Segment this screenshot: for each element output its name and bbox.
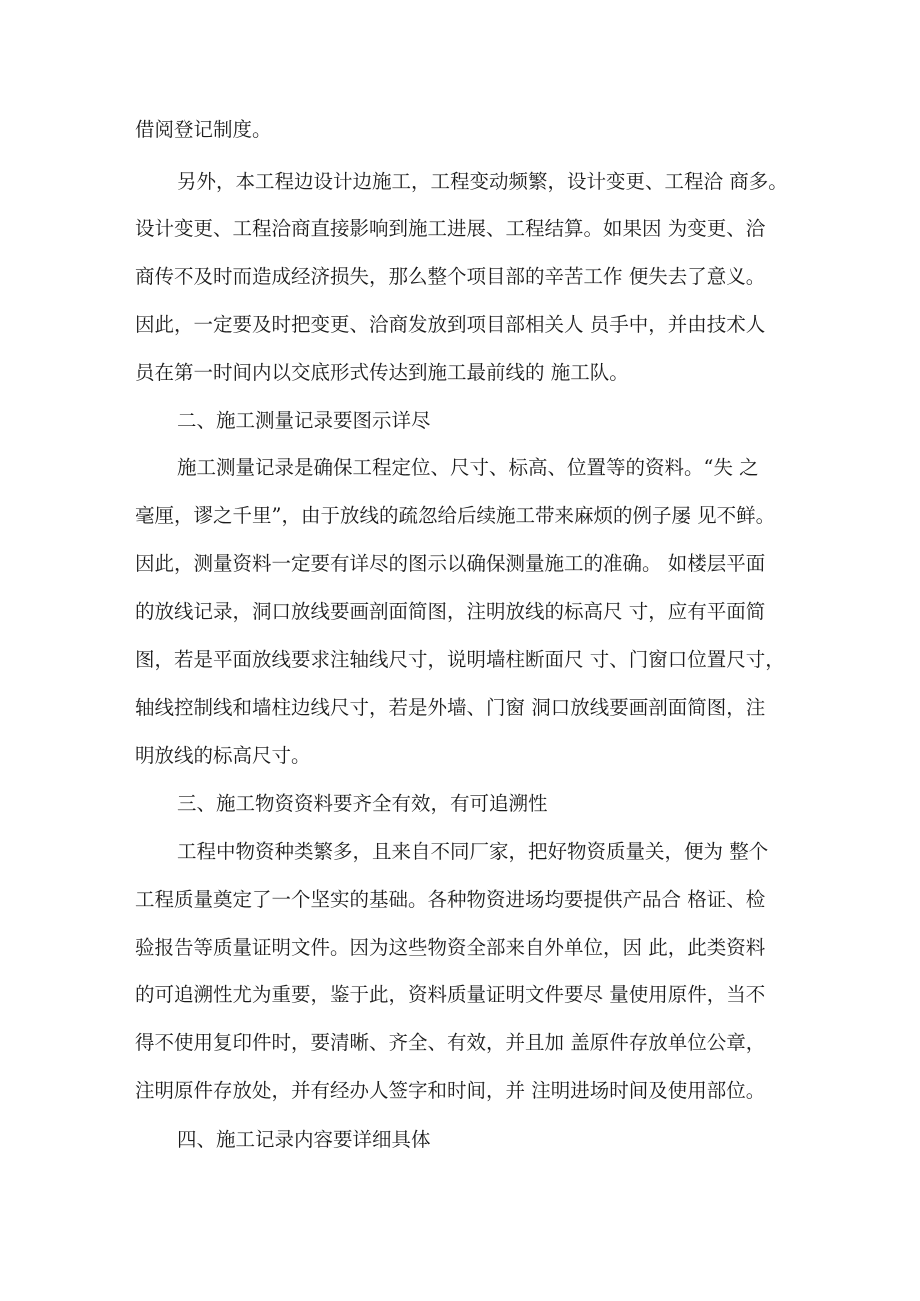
paragraph-line: 验报告等质量证明文件。因为这些物资全部来自外单位，因 此，此类资料 — [135, 936, 766, 959]
paragraph-line: 另外，本工程边设计边施工，工程变动频繁，设计变更、工程洽 商多。 — [177, 170, 788, 193]
paragraph-line: 的放线记录，洞口放线要画剖面简图，注明放线的标高尺 寸，应有平面简 — [135, 600, 766, 623]
paragraph-line: 注明原件存放处，并有经办人签字和时间，并 注明进场时间及使用部位。 — [135, 1079, 766, 1102]
paragraph-line: 因此，测量资料一定要有详尽的图示以确保测量施工的准确。 如楼层平面 — [135, 552, 766, 575]
paragraph-line: 毫厘，谬之千里”，由于放线的疏忽给后续施工带来麻烦的例子屡 见不鲜。 — [135, 504, 776, 527]
paragraph-line: 工程中物资种类繁多，且来自不同厂家，把好物资质量关，便为 整个 — [177, 840, 769, 863]
section-heading: 三、施工物资资料要齐全有效，有可追溯性 — [177, 792, 548, 815]
section-heading: 二、施工测量记录要图示详尽 — [177, 409, 431, 432]
paragraph-line: 施工测量记录是确保工程定位、尺寸、标高、位置等的资料。“失 之 — [177, 456, 759, 479]
paragraph-line: 的可追溯性尤为重要，鉴于此，资料质量证明文件要尽 量使用原件，当不 — [135, 983, 766, 1006]
paragraph-line: 因此，一定要及时把变更、洽商发放到项目部相关人 员手中，并由技术人 — [135, 313, 766, 336]
section-heading: 四、施工记录内容要详细具体 — [177, 1128, 431, 1151]
paragraph-line: 借阅登记制度。 — [135, 118, 272, 141]
paragraph-line: 工程质量奠定了一个坚实的基础。各种物资进场均要提供产品合 格证、检 — [135, 888, 766, 911]
paragraph-line: 员在第一时间内以交底形式传达到施工最前线的 施工队。 — [135, 361, 629, 384]
paragraph-line: 图，若是平面放线要求注轴线尺寸，说明墙柱断面尺 寸、门窗口位置尺寸， — [135, 648, 785, 671]
paragraph-line: 商传不及时而造成经济损失，那么整个项目部的辛苦工作 便失去了意义。 — [135, 265, 766, 288]
paragraph-line: 轴线控制线和墙柱边线尺寸，若是外墙、门窗 洞口放线要画剖面简图，注 — [135, 696, 766, 719]
paragraph-line: 设计变更、工程洽商直接影响到施工进展、工程结算。如果因 为变更、洽 — [135, 217, 766, 240]
paragraph-line: 明放线的标高尺寸。 — [135, 744, 311, 767]
paragraph-line: 得不使用复印件时，要清晰、齐全、有效，并且加 盖原件存放单位公章， — [135, 1031, 766, 1054]
